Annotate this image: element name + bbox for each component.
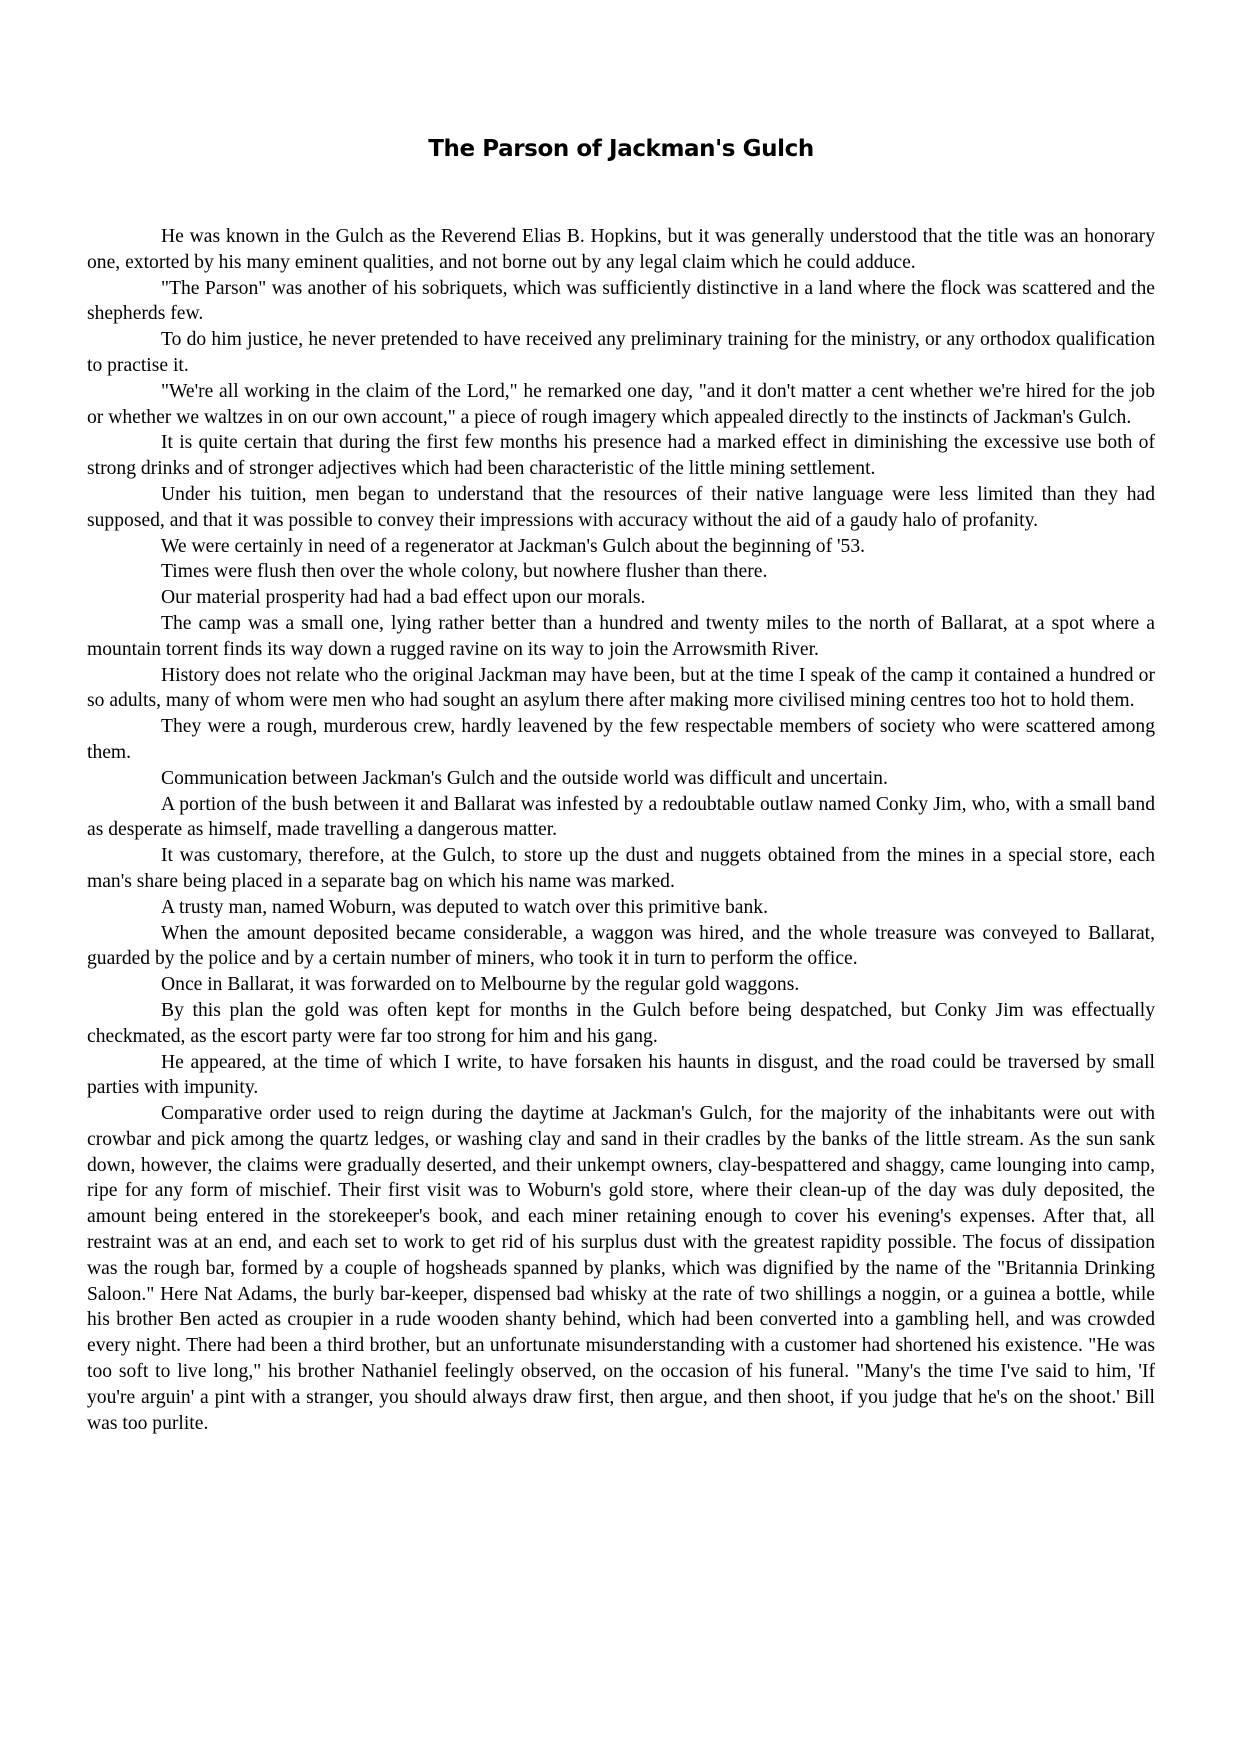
- paragraph: Our material prosperity had had a bad effect upon our morals.: [161, 587, 646, 609]
- paragraph: He appeared, at the time of which I write, to have forsaken his haunts in disgust, and the road could be traversed by small parties with impunity.: [87, 1051, 1155, 1099]
- paragraph: Times were flush then over the whole colony, but nowhere flusher than there.: [161, 561, 768, 583]
- paragraph: Communication between Jackman's Gulch and the outside world was difficult and uncertain.: [161, 767, 888, 789]
- paragraph: Comparative order used to reign during the daytime at Jackman's Gulch, for the majority of the inhabitants were out with crowbar and pick among the quartz ledges, or washing clay and sand in their cradles by the banks of the little stream. As the sun sank down, however, the claims were gradually deserted, and their unkempt owners, clay-bespattered and shaggy, came lounging into camp, ripe for any form of mischief. Their first visit was to Woburn's gold store, where their clean-up of the day was duly deposited, the amount being entered in the storekeeper's book, and each miner retaining enough to cover his evening's expenses. After that, all restraint was at an end, and each set to work to get rid of his surplus dust with the greatest rapidity possible. The focus of dissipation was the rough bar, formed by a couple of hogsheads spanned by planks, which was dignified by the name of the "Britannia Drinking Saloon." Here Nat Adams, the burly bar-keeper, dispensed bad whisky at the rate of two shillings a noggin, or a guinea a bottle, while his brother Ben acted as croupier in a rude wooden shanty behind, which had been converted into a gambling hell, and was crowded every night. There had been a third brother, but an unfortunate misunderstanding with a customer had shortened his existence. "He was too soft to live long," his brother Nathaniel feelingly observed, on the occasion of his funeral. "Many's the time I've said to him, 'If you're arguin' a pint with a stranger, you should always draw first, then argue, and then shoot, if you judge that he's on the shoot.' Bill was too purlite.: [87, 1103, 1155, 1434]
- paragraph: They were a rough, murderous crew, hardly leavened by the few respectable members of society who were scattered among them.: [87, 716, 1155, 763]
- paragraph: It was customary, therefore, at the Gulch, to store up the dust and nuggets obtained from the mines in a special store, each man's share being placed in a separate bag on which his name was marked.: [87, 845, 1155, 892]
- paragraph: Once in Ballarat, it was forwarded on to Melbourne by the regular gold waggons.: [161, 974, 800, 996]
- paragraph: By this plan the gold was often kept for months in the Gulch before being despatched, but Conky Jim was effectually checkmated, as the escort party were far too strong for him and his gang.: [87, 999, 1155, 1047]
- body-text: [87, 224, 1155, 1436]
- paragraph: History does not relate who the original Jackman may have been, but at the time I speak of the camp it contained a hundred or so adults, many of whom were men who had sought an asylum there after making more civilised mining centres too hot to hold them.: [87, 664, 1155, 712]
- paragraph: "The Parson" was another of his sobriquets, which was sufficiently distinctive in a land where the flock was scattered and the shepherds few.: [87, 277, 1155, 325]
- paragraph: To do him justice, he never pretended to have received any preliminary training for the ministry, or any orthodox qualification to practise it.: [87, 329, 1155, 376]
- paragraph: A portion of the bush between it and Ballarat was infested by a redoubtable outlaw named Conky Jim, who, with a small band as desperate as himself, made travelling a dangerous matter.: [87, 793, 1155, 841]
- paragraph: Under his tuition, men began to understand that the resources of their native language were less limited than they had supposed, and that it was possible to convey their impressions with accuracy without the aid of a gaudy halo of profanity.: [87, 483, 1155, 531]
- paragraph: It is quite certain that during the first few months his presence had a marked effect in diminishing the excessive use both of strong drinks and of stronger adjectives which had been characteristic of the little mining settlement.: [87, 432, 1155, 480]
- page-title: The Parson of Jackman's Gulch: [428, 136, 814, 162]
- paragraph: When the amount deposited became considerable, a waggon was hired, and the whole treasure was conveyed to Ballarat, guarded by the police and by a certain number of miners, who took it in turn to perform the office.: [87, 922, 1155, 970]
- paragraph: We were certainly in need of a regenerator at Jackman's Gulch about the beginning of '53.: [161, 535, 866, 557]
- paragraph: The camp was a small one, lying rather better than a hundred and twenty miles to the north of Ballarat, at a spot where a mountain torrent finds its way down a rugged ravine on its way to join the Arrowsmith River.: [87, 612, 1155, 660]
- paragraph: He was known in the Gulch as the Reverend Elias B. Hopkins, but it was generally understood that the title was an honorary one, extorted by his many eminent qualities, and not borne out by any legal claim which he could adduce.: [87, 226, 1155, 273]
- paragraph: "We're all working in the claim of the Lord," he remarked one day, "and it don't matter a cent whether we're hired for the job or whether we waltzes in on our own account," a piece of rough imagery which appealed directly to the instincts of Jackman's Gulch.: [87, 380, 1155, 428]
- paragraph: A trusty man, named Woburn, was deputed to watch over this primitive bank.: [161, 896, 768, 918]
